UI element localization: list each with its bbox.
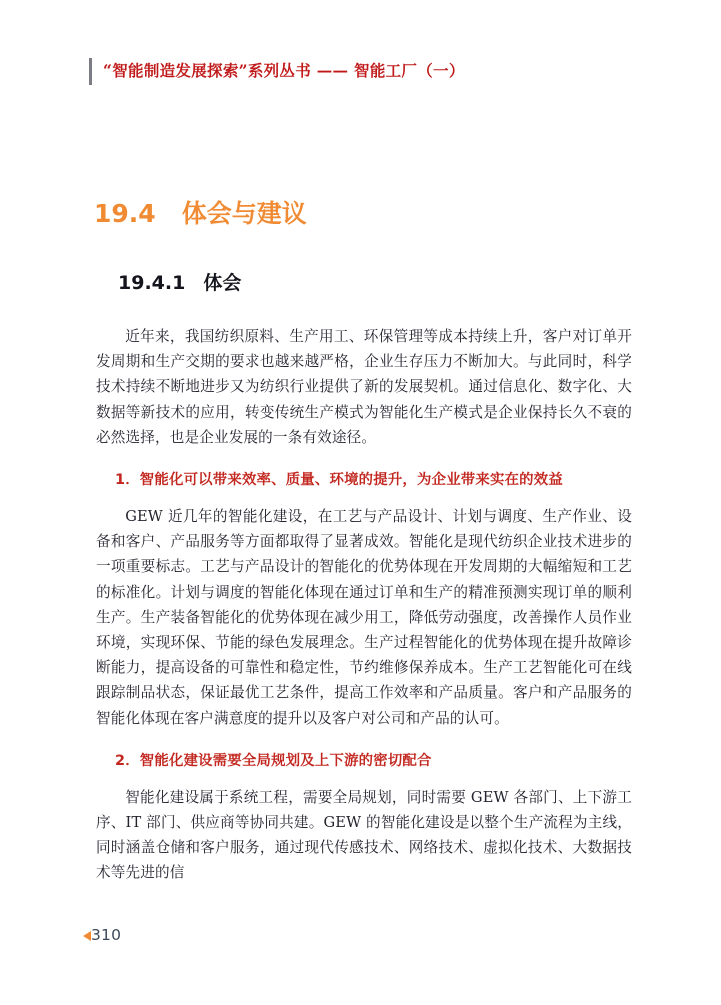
page-folio (83, 925, 121, 947)
header-rule-decoration (89, 58, 92, 85)
triangle-left-icon (83, 931, 91, 941)
intro-paragraph: 近年来，我国纺织原料、生产用工、环保管理等成本持续上升，客户对订单开发周期和生产交期的要求也越来越严格，企业生存压力不断加大。与此同时，科学技术持续不断地进步又为纺织行业提供了新的发展契机。通过信息化、数字化、大数据等新技术的应用，转变传统生产模式为智能化生产模式是企业保持长久不衰的必然选择，也是企业发展的一条有效途径。 (96, 328, 632, 446)
running-header-title: “智能制造发展探索”系列丛书 —— 智能工厂（一） (103, 61, 465, 81)
running-header (89, 56, 465, 86)
numbered-heading-2: 2．智能化建设需要全局规划及上下游的密切配合 (115, 752, 432, 769)
paragraph-spacer (96, 731, 632, 749)
subsection-title: 体会 (203, 272, 242, 294)
section-heading (94, 200, 307, 229)
section-title: 体会与建议 (181, 199, 307, 228)
section-number: 19.4 (94, 199, 156, 228)
subsection-heading (118, 273, 241, 295)
numbered-paragraph-1: GEW 近几年的智能化建设，在工艺与产品设计、计划与调度、生产作业、设备和客户、产品服务等方面都取得了显著成效。智能化是现代纺织企业技术进步的一项重要标志。工艺与产品设计的智能化的优势体现在开发周期的大幅缩短和工艺的标准化。计划与调度的智能化体现在通过订单和生产的精准预测实现订单的顺利生产。生产装备智能化的优势体现在减少用工，降低劳动强度，改善操作人员作业环境，实现环保、节能的绿色发展理念。生产过程智能化的优势体现在提升故障诊断能力，提高设备的可靠性和稳定性，节约维修保养成本。生产工艺智能化可在线跟踪制品状态，保证最优工艺条件，提高工作效率和产品质量。客户和产品服务的智能化体现在客户满意度的提升以及客户对公司和产品的认可。 (96, 508, 632, 727)
paragraph-spacer (96, 450, 632, 468)
body-content (96, 324, 632, 886)
subsection-number: 19.4.1 (118, 272, 186, 294)
numbered-heading-1: 1．智能化可以带来效率、质量、环境的提升，为企业带来实在的效益 (115, 472, 563, 489)
page-number: 310 (91, 926, 122, 945)
numbered-paragraph-2: 智能化建设属于系统工程，需要全局规划，同时需要 GEW 各部门、上下游工序、IT 部门、供应商等协同共建。GEW 的智能化建设是以整个生产流程为主线，同时涵盖仓储和客户服务，通过现代传感技术、网络技术、虚拟化技术、大数据技术等先进的信 (96, 788, 632, 882)
